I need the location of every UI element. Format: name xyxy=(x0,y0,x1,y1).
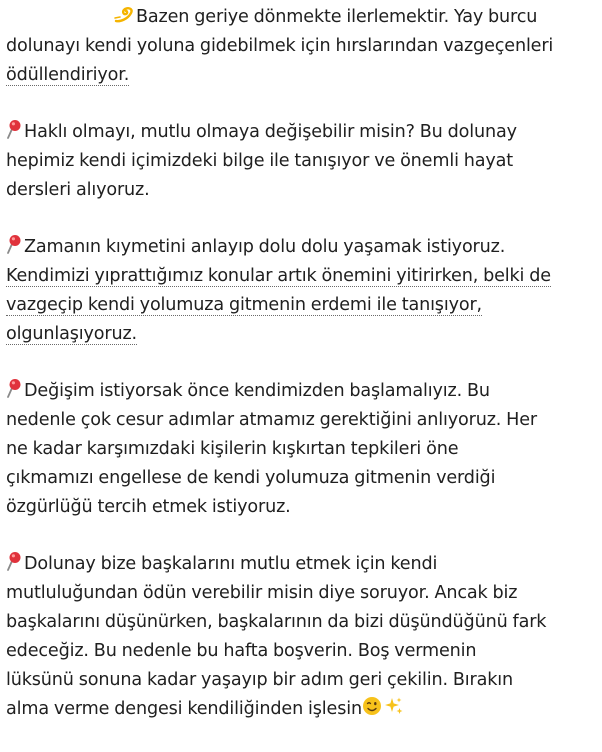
dotted-underlined-text: olgunlaşıyoruz. xyxy=(6,324,137,344)
paragraph-line-text: Bazen geriye dönmekte ilerlemektir. Yay burcu xyxy=(136,7,538,27)
paragraph-line xyxy=(6,233,598,262)
paragraph-line xyxy=(6,3,598,32)
paragraph-1 xyxy=(6,3,598,90)
round-pushpin-icon xyxy=(6,551,22,571)
paragraph-line xyxy=(6,550,598,579)
paragraph-line: başkalarını düşünürken, başkalarının da bizi düşündüğünü fark xyxy=(6,612,547,632)
paragraph-line xyxy=(6,118,598,147)
sparkles-icon xyxy=(384,696,404,716)
round-pushpin-icon xyxy=(6,378,22,398)
dizzy-icon xyxy=(114,6,134,24)
paragraph-line xyxy=(6,377,598,406)
paragraph-line: edeceğiz. Bu nedenle bu hafta boşverin. Boş vermenin xyxy=(6,641,477,661)
dotted-underlined-text: vazgeçip kendi yolumuza gitmenin erdemi ile tanışıyor, xyxy=(6,295,482,315)
paragraph-line xyxy=(6,61,598,90)
paragraph-line: hepimiz kendi içimizdeki bilge ile tanışıyor ve önemli hayat xyxy=(6,151,514,171)
round-pushpin-icon xyxy=(6,119,22,139)
winking-face-icon xyxy=(362,696,382,716)
paragraph-5 xyxy=(6,550,598,724)
round-pushpin-icon xyxy=(6,234,22,254)
paragraph-3 xyxy=(6,233,598,349)
paragraph-line: çıkmamızı engellese de kendi yolumuza gitmenin verdiği xyxy=(6,468,496,488)
paragraph-line: nedenle çok cesur adımlar atmamız gerektiğini anlıyoruz. Her xyxy=(6,410,538,430)
paragraph-line: mutluluğundan ödün verebilir misin diye soruyor. Ancak biz xyxy=(6,583,518,603)
paragraph-line-text: Haklı olmayı, mutlu olmaya değişebilir misin? Bu dolunay xyxy=(24,122,517,142)
paragraph-4 xyxy=(6,377,598,522)
paragraph-line xyxy=(6,291,598,320)
dotted-underlined-text: Kendimizi yıprattığımız konular artık önemini yitirirken, belki de xyxy=(6,266,551,286)
paragraph-line: dolunayı kendi yoluna gidebilmek için hırslarından vazgeçenleri xyxy=(6,36,554,56)
paragraph-line-text: Dolunay bize başkalarını mutlu etmek için kendi xyxy=(24,554,438,574)
paragraph-line xyxy=(6,695,598,724)
paragraph-line-text: Zamanın kıymetini anlayıp dolu dolu yaşamak istiyoruz. xyxy=(24,237,506,257)
paragraph-line-text: Değişim istiyorsak önce kendimizden başlamalıyız. Bu xyxy=(24,381,490,401)
paragraph-line xyxy=(6,320,598,349)
paragraph-line: ne kadar karşımızdaki kişilerin kışkırtan tepkileri öne xyxy=(6,439,459,459)
paragraph-line xyxy=(6,262,598,291)
dotted-underlined-text: ödüllendiriyor. xyxy=(6,65,130,85)
paragraph-2 xyxy=(6,118,598,205)
paragraph-line-text: alma verme dengesi kendiliğinden işlesin xyxy=(6,699,362,719)
text-post xyxy=(6,3,598,752)
paragraph-line: dersleri alıyoruz. xyxy=(6,180,150,200)
paragraph-line: lüksünü sonuna kadar yaşayıp bir adım geri çekilin. Bırakın xyxy=(6,670,514,690)
paragraph-line: özgürlüğü tercih etmek istiyoruz. xyxy=(6,497,291,517)
